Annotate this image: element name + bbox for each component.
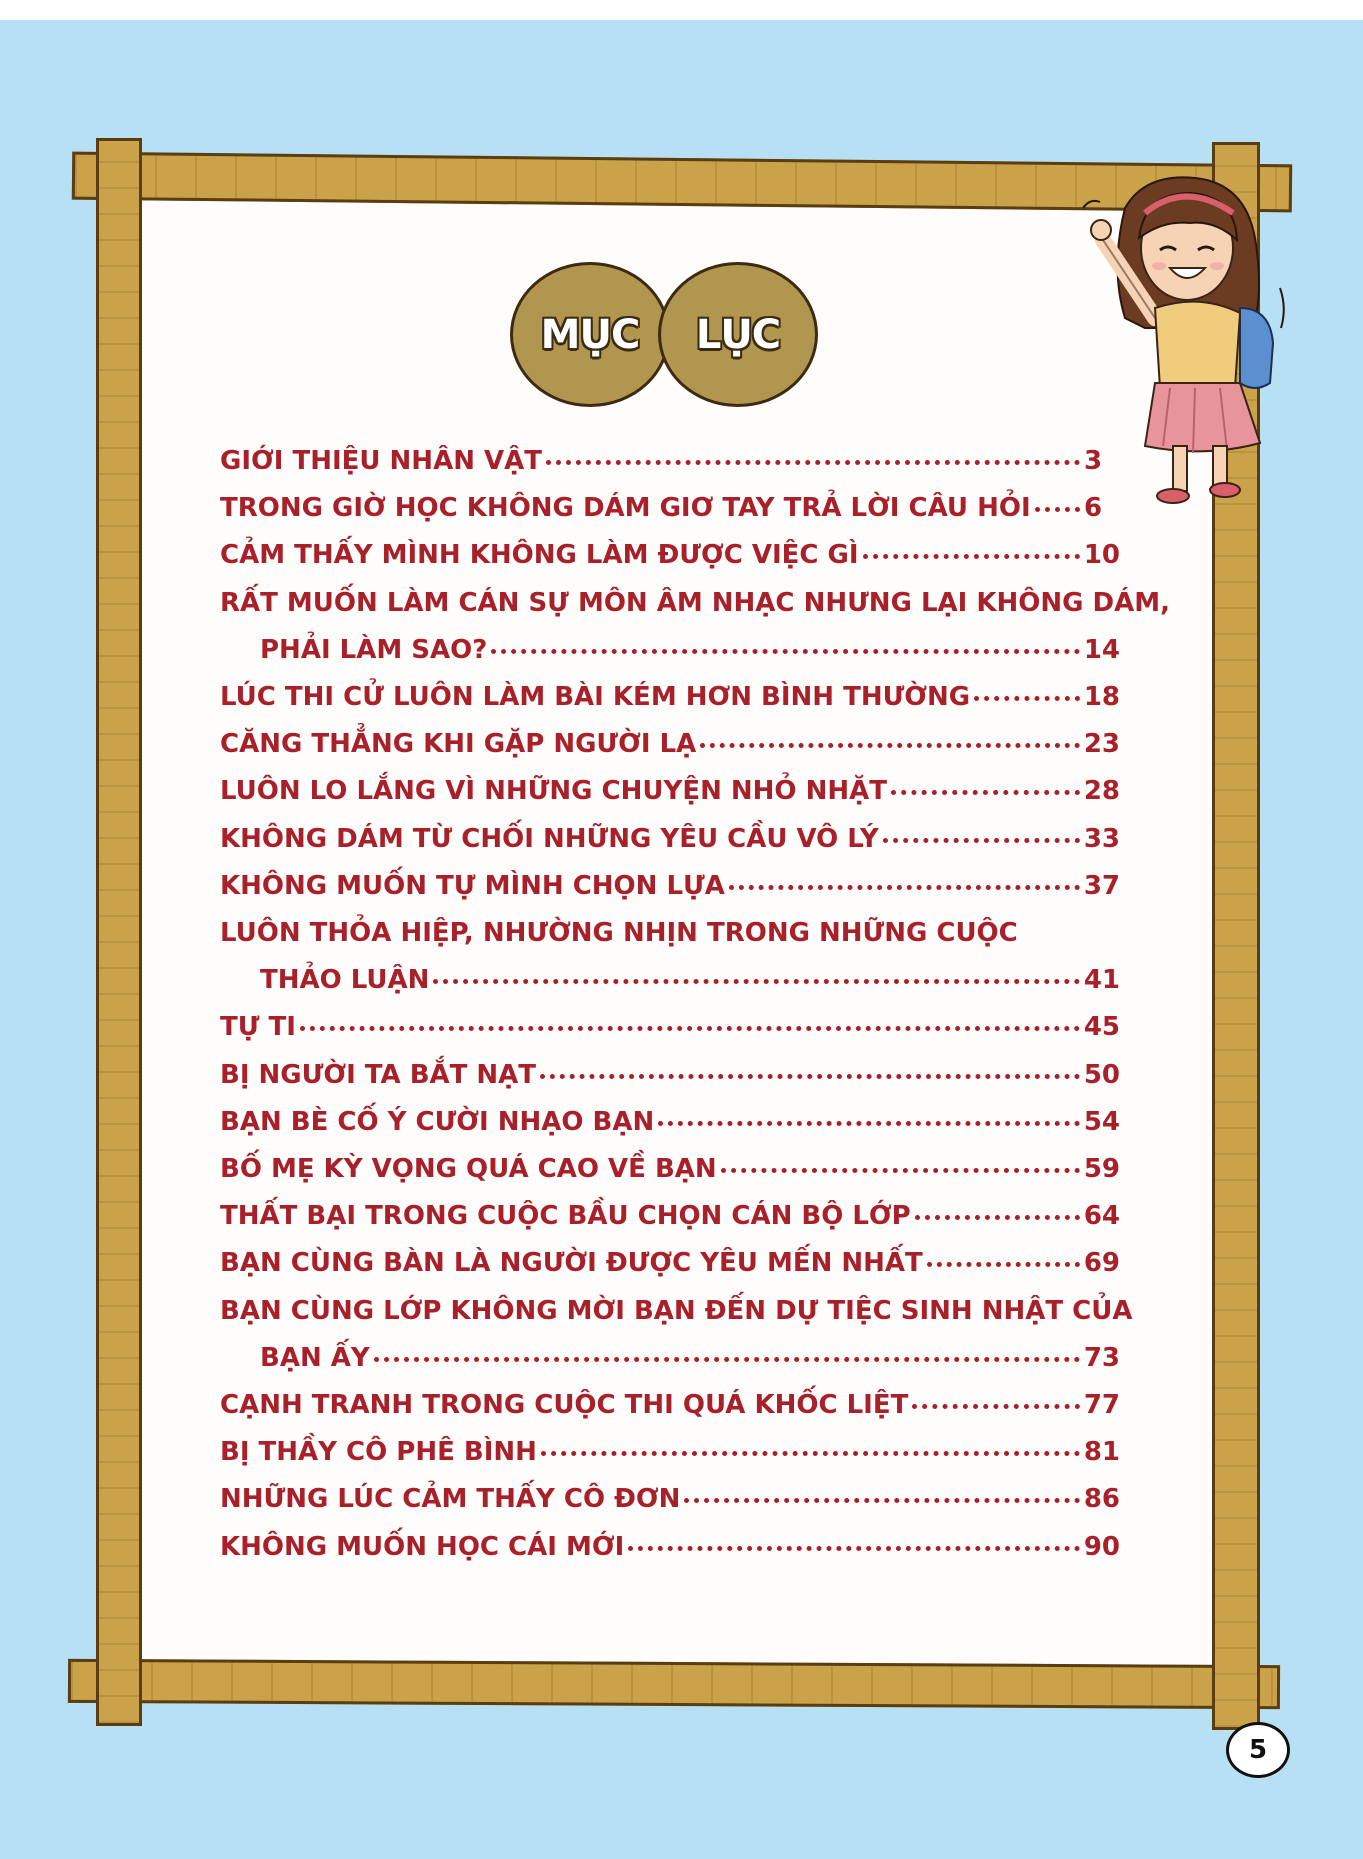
toc-entry[interactable] bbox=[220, 863, 1120, 910]
toc-leader-dots bbox=[721, 1168, 1080, 1173]
toc-list bbox=[220, 438, 1170, 1571]
toc-entry[interactable] bbox=[220, 1429, 1120, 1476]
toc-leader-dots bbox=[433, 979, 1079, 984]
toc-entry-title: BẠN CÙNG BÀN LÀ NGƯỜI ĐƯỢC YÊU MẾN NHẤT bbox=[220, 1248, 923, 1279]
toc-entry-title: TRONG GIỜ HỌC KHÔNG DÁM GIƠ TAY TRẢ LỜI CÂU HỎI bbox=[220, 493, 1031, 524]
toc-entry[interactable] bbox=[220, 1146, 1120, 1193]
toc-leader-dots bbox=[863, 554, 1080, 559]
toc-entry-title: RẤT MUỐN LÀM CÁN SỰ MÔN ÂM NHẠC NHƯNG LẠI KHÔNG DÁM, bbox=[220, 587, 1170, 618]
toc-leader-dots bbox=[541, 1451, 1080, 1456]
toc-entry[interactable] bbox=[220, 580, 1170, 627]
toc-entry-title: CẢM THẤY MÌNH KHÔNG LÀM ĐƯỢC VIỆC GÌ bbox=[220, 540, 859, 571]
toc-entry-page: 86 bbox=[1083, 1484, 1120, 1515]
toc-leader-dots bbox=[300, 1026, 1080, 1031]
toc-entry-page: 54 bbox=[1083, 1106, 1120, 1137]
title-circle-left bbox=[510, 262, 670, 407]
toc-heading bbox=[510, 262, 830, 407]
toc-leader-dots bbox=[912, 1404, 1079, 1409]
toc-entry-title: LÚC THI CỬ LUÔN LÀM BÀI KÉM HƠN BÌNH THƯỜNG bbox=[220, 682, 971, 713]
toc-entry-page: 28 bbox=[1083, 776, 1120, 807]
toc-entry[interactable] bbox=[220, 1288, 1133, 1335]
toc-entry-title: CĂNG THẲNG KHI GẶP NGƯỜI LẠ bbox=[220, 729, 697, 760]
toc-entry[interactable] bbox=[220, 768, 1120, 815]
toc-leader-dots bbox=[491, 649, 1080, 654]
toc-entry-title: KHÔNG DÁM TỪ CHỐI NHỮNG YÊU CẦU VÔ LÝ bbox=[220, 823, 879, 854]
toc-entry-page: 3 bbox=[1084, 446, 1103, 476]
toc-entry[interactable] bbox=[220, 485, 1120, 532]
toc-leader-dots bbox=[883, 838, 1080, 843]
toc-leader-dots bbox=[729, 885, 1080, 890]
toc-entry-continuation[interactable] bbox=[220, 957, 1120, 1004]
toc-entry-title: KHÔNG MUỐN HỌC CÁI MỚI bbox=[220, 1531, 625, 1562]
toc-leader-dots bbox=[700, 743, 1080, 748]
toc-entry-page: 90 bbox=[1083, 1531, 1120, 1562]
toc-entry[interactable] bbox=[220, 721, 1120, 768]
toc-entry-title: TỰ TI bbox=[220, 1012, 296, 1043]
toc-entry-title-cont: PHẢI LÀM SAO? bbox=[260, 634, 488, 665]
toc-entry[interactable] bbox=[220, 1052, 1120, 1099]
toc-entry-page: 37 bbox=[1083, 870, 1120, 901]
toc-entry-page: 81 bbox=[1083, 1437, 1120, 1468]
toc-entry-continuation[interactable] bbox=[220, 1335, 1120, 1382]
toc-entry-title: THẤT BẠI TRONG CUỘC BẦU CHỌN CÁN BỘ LỚP bbox=[220, 1201, 911, 1232]
toc-leader-dots bbox=[891, 790, 1080, 795]
toc-entry-page: 64 bbox=[1083, 1201, 1120, 1232]
frame-left-plank bbox=[96, 138, 142, 1726]
toc-entry-title: GIỚI THIỆU NHÂN VẬT bbox=[220, 446, 542, 476]
toc-entry-page: 33 bbox=[1083, 823, 1120, 854]
toc-entry-title: BỊ NGƯỜI TA BẮT NẠT bbox=[220, 1059, 537, 1090]
toc-entry[interactable] bbox=[220, 1193, 1120, 1240]
toc-entry-page: 41 bbox=[1083, 965, 1120, 996]
toc-entry-page: 69 bbox=[1083, 1248, 1120, 1279]
toc-entry[interactable] bbox=[220, 532, 1120, 579]
toc-leader-dots bbox=[374, 1357, 1080, 1362]
toc-entry-page: 23 bbox=[1083, 729, 1120, 760]
toc-entry-title: KHÔNG MUỐN TỰ MÌNH CHỌN LỰA bbox=[220, 870, 725, 901]
toc-entry[interactable] bbox=[220, 1476, 1120, 1523]
toc-entry-title: LUÔN THỎA HIỆP, NHƯỜNG NHỊN TRONG NHỮNG CUỘC bbox=[220, 918, 1018, 949]
toc-entry[interactable] bbox=[220, 674, 1120, 721]
toc-entry[interactable] bbox=[220, 1240, 1120, 1287]
toc-leader-dots bbox=[546, 460, 1080, 465]
toc-leader-dots bbox=[927, 1262, 1080, 1267]
toc-entry-title: LUÔN LO LẮNG VÌ NHỮNG CHUYỆN NHỎ NHẶT bbox=[220, 776, 887, 807]
toc-entry-page: 59 bbox=[1083, 1154, 1120, 1185]
toc-entry[interactable] bbox=[220, 1099, 1120, 1146]
toc-leader-dots bbox=[540, 1074, 1080, 1079]
title-word-2: LỤC bbox=[695, 311, 781, 358]
toc-entry-continuation[interactable] bbox=[220, 627, 1120, 674]
toc-entry-title-cont: THẢO LUẬN bbox=[260, 965, 430, 996]
toc-leader-dots bbox=[684, 1498, 1079, 1503]
toc-leader-dots bbox=[915, 1215, 1080, 1220]
toc-entry-title: BẠN CÙNG LỚP KHÔNG MỜI BẠN ĐẾN DỰ TIỆC SINH NHẬT CỦA bbox=[220, 1295, 1133, 1326]
toc-entry[interactable] bbox=[220, 438, 1120, 485]
toc-entry-page: 14 bbox=[1083, 634, 1120, 665]
toc-entry-title: BỐ MẸ KỲ VỌNG QUÁ CAO VỀ BẠN bbox=[220, 1154, 717, 1185]
toc-entry-title: BỊ THẦY CÔ PHÊ BÌNH bbox=[220, 1437, 537, 1468]
toc-entry-page: 6 bbox=[1084, 493, 1103, 524]
toc-entry[interactable] bbox=[220, 1382, 1120, 1429]
toc-entry-page: 45 bbox=[1083, 1012, 1120, 1043]
toc-entry[interactable] bbox=[220, 1004, 1120, 1051]
toc-leader-dots bbox=[1035, 507, 1080, 512]
toc-entry-page: 18 bbox=[1083, 682, 1120, 713]
toc-entry-page: 50 bbox=[1083, 1059, 1120, 1090]
toc-leader-dots bbox=[974, 696, 1080, 701]
toc-entry-page: 73 bbox=[1083, 1342, 1120, 1373]
title-word-1: MỤC bbox=[540, 311, 640, 358]
toc-entry-page: 77 bbox=[1083, 1390, 1120, 1421]
toc-entry-title: NHỮNG LÚC CẢM THẤY CÔ ĐƠN bbox=[220, 1484, 681, 1515]
title-circle-right bbox=[658, 262, 818, 407]
toc-entry[interactable] bbox=[220, 910, 1120, 957]
toc-leader-dots bbox=[628, 1546, 1080, 1551]
toc-leader-dots bbox=[658, 1121, 1080, 1126]
toc-entry-title-cont: BẠN ẤY bbox=[260, 1342, 370, 1373]
page-number: 5 bbox=[1226, 1722, 1290, 1778]
toc-entry[interactable] bbox=[220, 816, 1120, 863]
toc-entry-title: BẠN BÈ CỐ Ý CƯỜI NHẠO BẠN bbox=[220, 1106, 655, 1137]
toc-entry-page: 10 bbox=[1083, 540, 1120, 571]
toc-entry-title: CẠNH TRANH TRONG CUỘC THI QUÁ KHỐC LIỆT bbox=[220, 1390, 909, 1421]
toc-entry[interactable] bbox=[220, 1524, 1120, 1571]
frame-bottom-plank bbox=[68, 1659, 1280, 1709]
